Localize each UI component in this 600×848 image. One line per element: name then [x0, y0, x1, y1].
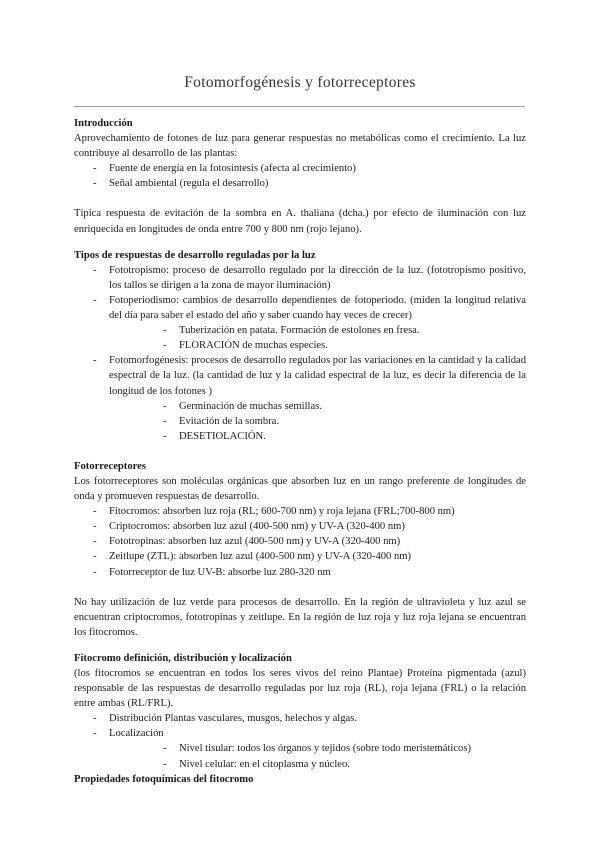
- intro-heading: Introducción: [74, 118, 133, 129]
- sub-list: [144, 741, 526, 771]
- list-item: - Señal ambiental (regula el desarrollo): [74, 176, 526, 191]
- intro-paragraph: Aprovechamiento de fotones de luz para generar respuestas no metabólicas como el crecimiento. La luz contribuye al desarrollo de las plantas:: [74, 133, 526, 160]
- list-item: [74, 263, 526, 293]
- fitocromo-paragraph: (los fitocromos se encuentran en todos los seres vivos del reino Plantae) Proteína pigmentada (azul) responsable de las respuestas de desarrollo reguladas por luz roja (RL), roja lejana (FRL) o la relación entre ambas (RL/FRL).: [74, 668, 526, 710]
- propiedades-heading: Propiedades fotoquímicas del fitocromo: [74, 773, 254, 785]
- sub-list-item: - Nivel celular: en el citoplasma y núcleo.: [144, 757, 526, 772]
- list-item: [74, 353, 526, 444]
- sub-list-item: - Nivel tisular: todos los órganos y tejidos (sobre todo meristemáticos): [144, 741, 526, 756]
- sub-list: [144, 399, 526, 444]
- document-title: Fotomorfogénesis y fotorreceptores: [184, 74, 416, 91]
- list-item-text: Fotomorfogénesis: procesos de desarrollo regulados por las variaciones en la cantidad y la calidad espectral de la luz. (la cantidad de luz y la calidad espectral de la luz, es decir la diferencia de la longitud de los fotones ): [109, 355, 526, 397]
- fitocromo-heading: Fitocromo definición, distribución y localización: [74, 652, 292, 664]
- fotorreceptores-list: [74, 504, 526, 579]
- list-item-text: Distribución Plantas vasculares, musgos, helechos y algas.: [109, 713, 358, 725]
- fotorreceptores-heading: Fotorreceptores: [74, 460, 146, 472]
- tipos-heading: Tipos de respuestas de desarrollo reguladas por la luz: [74, 249, 316, 261]
- list-item: [74, 711, 526, 726]
- sub-list-item: - Tuberización en patata. Formación de estolones en fresa.: [144, 323, 526, 338]
- list-item: - Fotorreceptor de luz UV-B: absorbe luz 280-320 nm: [74, 565, 526, 580]
- list-item: - Fototropinas: absorben luz azul (400-500 nm) y UV-A (320-400 nm): [74, 534, 526, 549]
- list-item: [74, 293, 526, 353]
- list-item: - Fuente de energía en la fotosíntesis (afecta al crecimiento): [74, 161, 526, 176]
- list-item-text: Fotoperiodismo: cambios de desarrollo dependientes de fotoperiodo. (miden la longitud relativa del día para saber el estado del año y saber cuando hay veces de crecer): [109, 294, 526, 322]
- fitocromo-list: [74, 711, 526, 771]
- sub-list-item: - Germinación de muchas semillas.: [144, 399, 526, 414]
- sub-list-item: - Evitación de la sombra.: [144, 414, 526, 429]
- intro-list: [74, 161, 526, 191]
- sub-list-item: - FLORACIÓN de muchas especies.: [144, 338, 526, 353]
- list-item: - Criptocromos: absorben luz azul (400-500 nm) y UV-A (320-400 nm): [74, 519, 526, 534]
- list-item-text: Fototropismo: proceso de desarrollo regulado por la dirección de la luz. (fototropismo positivo, los tallos se dirigen a la zona de mayor iluminación): [109, 264, 526, 291]
- list-item-text: Localización: [109, 728, 164, 740]
- intro-paragraph-2: Típica respuesta de evitación de la sombra en A. thaliana (dcha.) por efecto de iluminación con luz enriquecida en longitudes de onda entre 700 y 800 nm (rojo lejano).: [74, 208, 526, 235]
- list-item: - Zeitlupe (ZTL): absorben luz azul (400-500 nm) y UV-A (320-400 nm): [74, 549, 526, 564]
- list-item: - Fitocromos: absorben luz roja (RL; 600-700 nm) y roja lejana (FRL;700-800 nm): [74, 504, 526, 519]
- title-divider: [74, 106, 525, 107]
- sub-list: [144, 323, 526, 353]
- fotorreceptores-paragraph: Los fotorreceptores son moléculas orgánicas que absorben luz en un rango preferente de longitudes de onda y promueven respuestas de desarrollo.: [74, 475, 526, 503]
- document-body: [74, 116, 526, 787]
- list-item: [74, 726, 526, 771]
- sub-list-item: - DESETIOLACIÓN.: [144, 429, 526, 444]
- tipos-list: [74, 263, 526, 444]
- fotorreceptores-paragraph-2: No hay utilización de luz verde para procesos de desarrollo. En la región de ultravioleta y luz azul se encuentran criptocromos, fototropinas y zeitlupe. En la región de luz roja y luz roja lejana se encuentran los fitocromos.: [74, 596, 526, 638]
